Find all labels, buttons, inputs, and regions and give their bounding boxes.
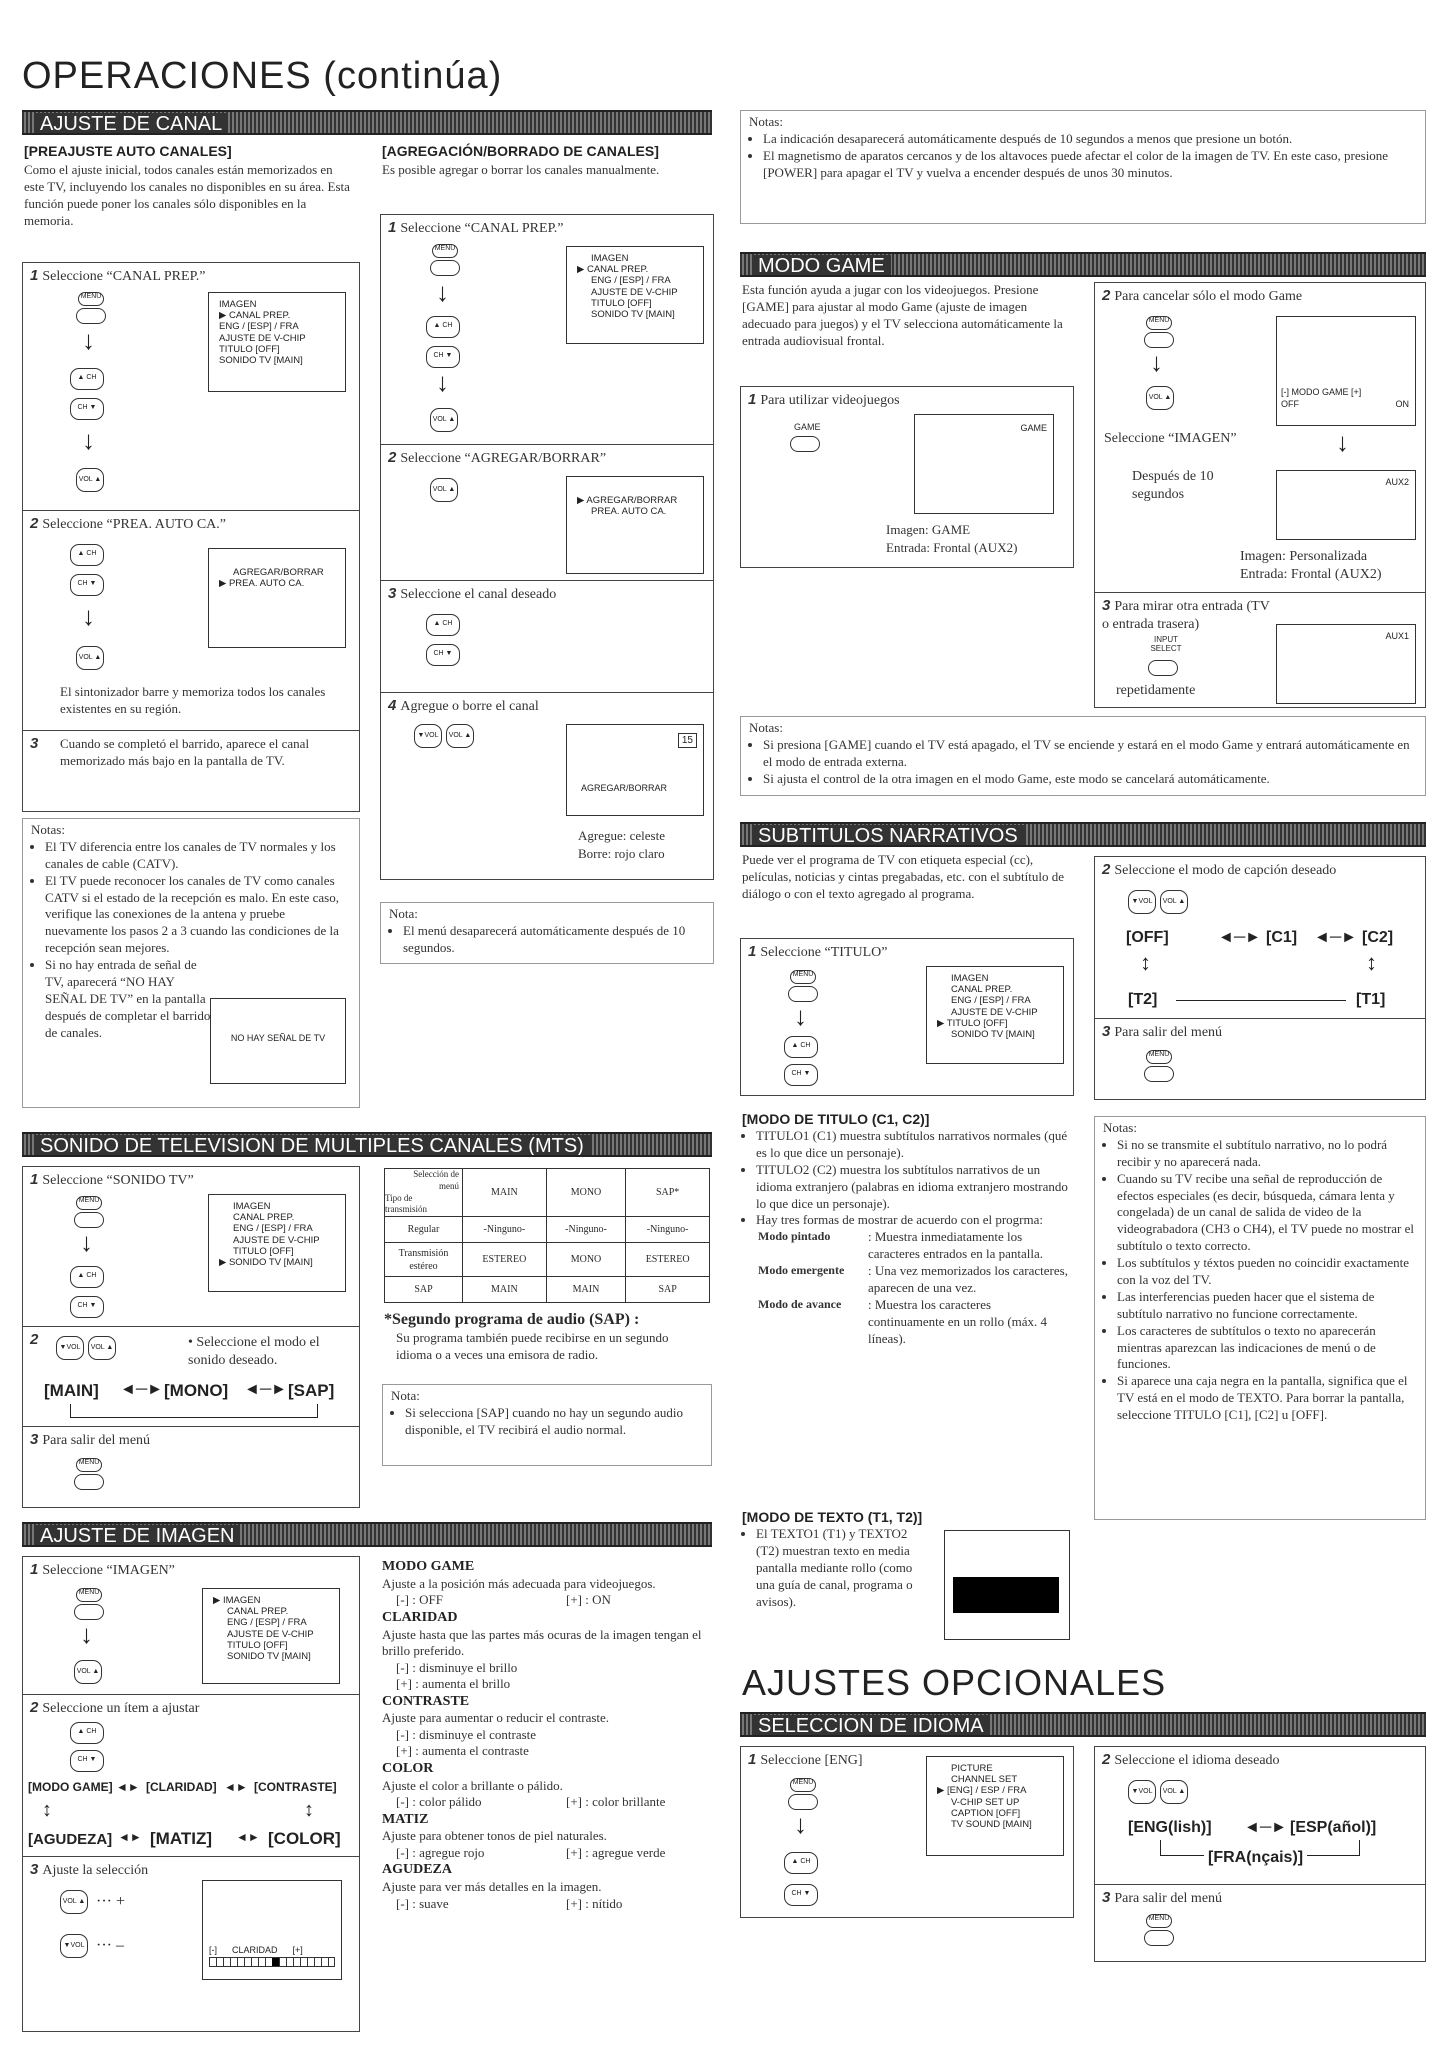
menu-screen: ▶ IMAGEN CANAL PREP. ENG / [ESP] / FRA AJUSTE DE V-CHIP TITULO [OFF] SONIDO TV [MAIN] bbox=[202, 1588, 340, 1684]
caption-arrow: ◄─► bbox=[1314, 929, 1358, 946]
input-select-button[interactable] bbox=[1148, 660, 1178, 676]
vol-up-button[interactable]: VOL ▲ bbox=[76, 646, 104, 670]
vol-up-button[interactable]: VOL ▲ bbox=[74, 1660, 102, 1684]
agregacion-step4: 4 Agregue o borre el canal bbox=[388, 697, 539, 714]
vol-up-button[interactable]: VOL ▲ bbox=[446, 724, 474, 748]
mts-sap: [SAP] bbox=[288, 1381, 335, 1400]
ch-down-button[interactable]: CH ▼ bbox=[784, 1064, 818, 1086]
game-text: Esta función ayuda a jugar con los videojuegos. Presione [GAME] para ajustar al modo Game (ajuste de imagen adecuado para juegos) y el TV selecciona automáticamente la entrada audiovisual frontal. bbox=[742, 282, 1063, 348]
preajuste-text: Como el ajuste inicial, todos canales están memorizados en este TV, incluyendo los canales no disponibles en su área. Esta función puede poner los canales sólo disponibles en la memoria. bbox=[24, 162, 350, 228]
mts-arrow: ◄─► bbox=[120, 1381, 164, 1398]
divider bbox=[380, 580, 714, 581]
updown-arrow-icon: ↕ bbox=[1140, 950, 1151, 975]
vol-up-button[interactable]: VOL ▲ bbox=[1160, 890, 1188, 914]
down-arrow-icon: ↓ bbox=[1150, 348, 1163, 377]
menu-button-round[interactable] bbox=[1144, 1066, 1174, 1082]
menu-button-round[interactable] bbox=[76, 308, 106, 324]
sub-step3: 3 Para salir del menú bbox=[1102, 1023, 1223, 1040]
notas-canal: Notas: • El TV diferencia entre los canales de TV normales y los canales de cable (CATV). • El TV puede reconocer los canales de TV como canales CATV si el estado de la recepción es malo. En este caso, verifique las conexiones de la antena y pruebe nuevamente los pasos 2 a 3 cuando las condiciones de la recepción sean mejores. • Si no hay entrada de señal de TV, aparecerá “NO HAY SEÑAL DE TV” en la pantalla después de completar el barrido de canales. bbox=[22, 818, 360, 1108]
ch-up-button[interactable]: ▲ CH bbox=[426, 614, 460, 636]
divider bbox=[22, 1856, 360, 1857]
vol-down-button[interactable]: ▼VOL bbox=[414, 724, 442, 748]
vol-down-button[interactable]: ▼VOL bbox=[56, 1336, 84, 1360]
preajuste-step2-text: El sintonizador barre y memoriza todos los canales existentes en su región. bbox=[60, 684, 326, 716]
vol-up-button[interactable]: VOL ▲ bbox=[88, 1336, 116, 1360]
imagen-claridad: [CLARIDAD] bbox=[146, 1780, 217, 1794]
section-ajuste-canal: AJUSTE DE CANAL bbox=[22, 110, 712, 135]
caption-arrow: ◄─► bbox=[1218, 929, 1262, 946]
menu-button-round[interactable] bbox=[74, 1212, 104, 1228]
caption-t2: [T2] bbox=[1128, 991, 1158, 1008]
notas-sub: Notas: • Si no se transmite el subtítulo narrativo, no lo podrá recibir y no aparecerá nada. • Cuando su TV recibe una señal de reproducción de efectos especiales (es decir, búsqueda, cámara lenta y congelada) de un canal de salida de video de la videograbadora (CH3 o CH4), el TV puede no mostrar el subtítulo o texto correcto. • Los subtítulos y téxtos pueden no coincidir exactamente con la voz del TV. • Las interferencias pueden hacer que el sistema de subtítulo narrativo no funcione correctamente. • Los caracteres de subtítulos o texto no aparecerán mientras aparezcan las indicaciones de menú o de funciones. • Si aparece una caja negra en la pantalla, significa que el TV está en el modo de TEXTO. Para borrar la pantalla, seleccione TITULO [C1], [C2] u [OFF]. bbox=[1094, 1116, 1426, 1520]
black-box bbox=[953, 1577, 1059, 1613]
imagen-step2: 2 Seleccione un ítem a ajustar bbox=[30, 1699, 200, 1716]
menu-button-round[interactable] bbox=[74, 1474, 104, 1490]
caption-line bbox=[1176, 1000, 1346, 1001]
section-ajuste-imagen: AJUSTE DE IMAGEN bbox=[22, 1522, 712, 1547]
modo-game-screen: [-] MODO GAME [+] OFF ON bbox=[1276, 316, 1416, 426]
imagen-modo-game: [MODO GAME] bbox=[28, 1780, 113, 1794]
ch-up-button[interactable]: ▲ CH bbox=[70, 544, 104, 566]
ch-down-button[interactable]: CH ▼ bbox=[70, 1750, 104, 1772]
agregar-menu-screen: AGREGAR/BORRAR ▶ PREA. AUTO CA. bbox=[208, 548, 346, 648]
down-arrow-icon: ↓ bbox=[80, 1620, 93, 1649]
game-button[interactable] bbox=[790, 436, 820, 452]
ch-down-button[interactable]: CH ▼ bbox=[426, 644, 460, 666]
sap-title: *Segundo programa de audio (SAP) : bbox=[384, 1311, 640, 1328]
imagen-arrow: ◄► bbox=[118, 1830, 142, 1844]
imagen-step3: 3 Ajuste la selección bbox=[30, 1861, 149, 1878]
idioma-fra: [FRA(nçais)] bbox=[1204, 1848, 1307, 1869]
game-step2: 2 Para cancelar sólo el modo Game bbox=[1102, 287, 1303, 304]
agregacion-step1: 1 Seleccione “CANAL PREP.” bbox=[388, 219, 564, 236]
down-arrow-icon: ↓ bbox=[80, 1228, 93, 1257]
menu-button[interactable]: MENU bbox=[432, 244, 458, 258]
vol-up-button[interactable]: VOL ▲ bbox=[430, 478, 458, 502]
mts-mono: [MONO] bbox=[164, 1381, 229, 1400]
imagen-items: MODO GAME Ajuste a la posición más adecuada para videojuegos. [-] : OFF [+] : ON CLARIDAD Ajuste hasta que las partes más ocuras de la imagen tengan el brillo preferido. [-] : disminuye el brillo [+] : aumenta el brillo CONTRASTE Ajuste para aumentar o reducir el contraste. [-] : disminuye el contraste [+] : aumenta el contraste COLOR Ajuste el color a brillante o pálido. [-] : color pálido [+] : color brillante MATIZ Ajuste para obtener tonos de piel naturales. [-] : agregue rojo [+] : agregue verde AGUDEZA Ajuste para ver más detalles en la imagen. [-] : suave [+] : nítido bbox=[382, 1559, 702, 1911]
vol-down-button[interactable]: ▼VOL bbox=[1128, 890, 1156, 914]
menu-button[interactable]: MENU bbox=[790, 1778, 816, 1792]
notas-game: Notas: • Si presiona [GAME] cuando el TV está apagado, el TV se enciende y estará en el modo Game y entrará automáticamente en el modo de entrada externa. • Si ajusta el control de la otra imagen en el modo Game, este modo se cancelará automáticamente. bbox=[740, 716, 1426, 796]
menu-button[interactable]: MENU bbox=[76, 1458, 102, 1472]
sub-step2: 2 Seleccione el modo de capción deseado bbox=[1102, 861, 1337, 878]
menu-button[interactable]: MENU bbox=[1146, 316, 1172, 330]
caption-c1: [C1] bbox=[1266, 929, 1298, 946]
vol-down-button[interactable]: ▼VOL bbox=[60, 1934, 88, 1958]
notas-top: Notas: • La indicación desaparecerá automáticamente después de 10 segundos a menos que presione un botón. • El magnetismo de aparatos cercanos y de los altavoces puede afectar el color de la imagen de TV. En este caso, presione [POWER] para apagar el TV y vuelva a encender después de unos 30 minutos. bbox=[740, 110, 1426, 224]
menu-screen: IMAGEN CANAL PREP. ENG / [ESP] / FRA AJUSTE DE V-CHIP ▶ TITULO [OFF] SONIDO TV [MAIN] bbox=[926, 966, 1064, 1064]
menu-button[interactable]: MENU bbox=[76, 1196, 102, 1210]
agregacion-step2: 2 Seleccione “AGREGAR/BORRAR” bbox=[388, 449, 607, 466]
mts-loop-line bbox=[70, 1404, 318, 1418]
ch-up-button[interactable]: ▲ CH bbox=[784, 1036, 818, 1058]
vol-up-button[interactable]: VOL ▲ bbox=[1146, 386, 1174, 410]
claridad-bar bbox=[209, 1957, 335, 1967]
game-button-label: GAME bbox=[794, 422, 821, 432]
game-repetidamente: repetidamente bbox=[1116, 683, 1196, 698]
menu-button[interactable]: MENU bbox=[1146, 1914, 1172, 1928]
divider bbox=[22, 730, 360, 731]
menu-button-round[interactable] bbox=[1144, 1930, 1174, 1946]
updown-arrow-icon: ↕ bbox=[304, 1799, 314, 1821]
divider bbox=[22, 510, 360, 511]
agregar-menu-screen: ▶ AGREGAR/BORRAR PREA. AUTO CA. bbox=[566, 476, 704, 574]
menu-button-round[interactable] bbox=[430, 260, 460, 276]
game-imagen: Imagen: GAME bbox=[886, 522, 971, 537]
sub-text: Puede ver el programa de TV con etiqueta especial (cc), películas, noticias y cintas pregabadas, etc. con el subtítulo de diálogo o con el texto agregado al programa. bbox=[742, 852, 1065, 901]
down-arrow-icon: ↓ bbox=[794, 1810, 807, 1839]
divider bbox=[22, 1694, 360, 1695]
claridad-screen: [-] CLARIDAD [+] bbox=[202, 1880, 342, 1980]
minus-label: ··· – bbox=[96, 1937, 124, 1954]
divider bbox=[1094, 1018, 1426, 1019]
ch-down-button[interactable]: CH ▼ bbox=[426, 346, 460, 368]
preajuste-step3-text: Cuando se completó el barrido, aparece el canal memorizado más bajo en la pantalla de TV. bbox=[60, 736, 310, 768]
vol-up-button[interactable]: VOL ▲ bbox=[60, 1890, 88, 1914]
down-arrow-icon: ↓ bbox=[436, 368, 449, 397]
mts-step2-text: • Seleccione el modo el sonido deseado. bbox=[188, 1335, 320, 1369]
aux1-screen: AUX1 bbox=[1276, 624, 1416, 704]
menu-button[interactable]: MENU bbox=[78, 292, 104, 306]
ch-up-button[interactable]: ▲ CH bbox=[70, 368, 104, 390]
ch-down-button[interactable]: CH ▼ bbox=[70, 398, 104, 420]
imagen-color: [COLOR] bbox=[268, 1829, 341, 1848]
menu-button-round[interactable] bbox=[74, 1604, 104, 1620]
game-screen: GAME bbox=[914, 414, 1054, 514]
vol-up-button[interactable]: VOL ▲ bbox=[1160, 1780, 1188, 1804]
section-modo-game: MODO GAME bbox=[740, 252, 1426, 277]
vol-up-button[interactable]: VOL ▲ bbox=[430, 408, 458, 432]
agregacion-step3: 3 Seleccione el canal deseado bbox=[388, 585, 557, 602]
game-entrada: Entrada: Frontal (AUX2) bbox=[886, 540, 1018, 555]
ch-down-button[interactable]: CH ▼ bbox=[70, 1296, 104, 1318]
idioma-esp: [ESP(añol)] bbox=[1290, 1819, 1377, 1836]
idioma-eng: [ENG(lish)] bbox=[1128, 1819, 1212, 1836]
menu-button-round[interactable] bbox=[1144, 332, 1174, 348]
section-subtitulos: SUBTITULOS NARRATIVOS bbox=[740, 822, 1426, 847]
plus-label: ··· + bbox=[96, 1893, 126, 1910]
aux2-screen: AUX2 bbox=[1276, 470, 1416, 540]
caption-off: [OFF] bbox=[1126, 929, 1169, 946]
game-sel-imagen: Seleccione “IMAGEN” bbox=[1104, 431, 1237, 446]
divider bbox=[22, 1326, 360, 1327]
section-mts: SONIDO DE TELEVISION DE MULTIPLES CANALES (MTS) bbox=[22, 1132, 712, 1157]
divider bbox=[1094, 1884, 1426, 1885]
game-despues: Después de 10 segundos bbox=[1132, 469, 1214, 503]
modo-titulo-list: • TITULO1 (C1) muestra subtítulos narrativos normales (qué es lo que dice un personaje). • TITULO2 (C2) muestra los subtítulos narrativos de un idioma extranjero (palabras en idioma extranjero mostrando lo que dice un personaje). • Hay tres formas de mostrar de acuerdo con el progrma: Modo pintado : Muestra inmediatamente los caracteres entrados en la pantalla. Modo emergente : Una vez memorizados los caracteres, aparecen de una vez. Modo de avance : Muestra los caracteres continuamente en un rollo (máx. 4 líneas). bbox=[742, 1128, 1072, 1348]
agregacion-heading: [AGREGACIÓN/BORRADO DE CANALES] bbox=[382, 143, 659, 159]
ch-up-button[interactable]: ▲ CH bbox=[70, 1266, 104, 1288]
ch-up-button[interactable]: ▲ CH bbox=[426, 316, 460, 338]
menu-screen: IMAGEN CANAL PREP. ENG / [ESP] / FRA AJUSTE DE V-CHIP TITULO [OFF] ▶ SONIDO TV [MAIN] bbox=[208, 1194, 346, 1292]
ch-up-button[interactable]: ▲ CH bbox=[70, 1722, 104, 1744]
page-title: OPERACIONES (continúa) bbox=[22, 55, 503, 97]
preajuste-step1: 1 Seleccione “CANAL PREP.” bbox=[30, 267, 206, 284]
modo-titulo-heading: [MODO DE TITULO (C1, C2)] bbox=[742, 1111, 930, 1127]
down-arrow-icon: ↓ bbox=[82, 426, 95, 455]
down-arrow-icon: ↓ bbox=[794, 1002, 807, 1031]
preajuste-heading: [PREAJUSTE AUTO CANALES] bbox=[24, 143, 232, 159]
preajuste-step2: 2 Seleccione “PREA. AUTO CA.” bbox=[30, 515, 226, 532]
game-step3: 3 Para mirar otra entrada (TV o entrada trasera) bbox=[1102, 597, 1270, 633]
idioma-step2: 2 Seleccione el idioma deseado bbox=[1102, 1751, 1280, 1768]
down-arrow-icon: ↓ bbox=[82, 326, 95, 355]
texto-screen bbox=[944, 1530, 1070, 1640]
down-arrow-icon: ↓ bbox=[82, 602, 95, 631]
section-idioma: SELECCION DE IDIOMA bbox=[740, 1712, 1426, 1737]
idioma-step1: 1 Seleccione [ENG] bbox=[748, 1751, 863, 1768]
mts-main: [MAIN] bbox=[44, 1381, 99, 1400]
ch-up-button[interactable]: ▲ CH bbox=[784, 1852, 818, 1874]
mts-step2: 2 bbox=[30, 1331, 39, 1348]
ch-down-button[interactable]: CH ▼ bbox=[70, 574, 104, 596]
down-arrow-icon: ↓ bbox=[1336, 428, 1349, 457]
menu-button[interactable]: MENU bbox=[76, 1588, 102, 1602]
imagen-matiz: [MATIZ] bbox=[150, 1829, 212, 1848]
preajuste-step3: 3 bbox=[30, 735, 39, 752]
imagen-step1: 1 Seleccione “IMAGEN” bbox=[30, 1561, 175, 1578]
divider bbox=[380, 444, 714, 445]
vol-up-button[interactable]: VOL ▲ bbox=[76, 468, 104, 492]
caption-c2: [C2] bbox=[1362, 929, 1394, 946]
menu-screen: IMAGEN ▶ CANAL PREP. ENG / [ESP] / FRA AJUSTE DE V-CHIP TITULO [OFF] SONIDO TV [MAIN] bbox=[208, 292, 346, 392]
imagen-arrow: ◄► bbox=[116, 1780, 140, 1794]
nota-mts: Nota: • Si selecciona [SAP] cuando no hay un segundo audio disponible, el TV recibirá el audio normal. bbox=[382, 1384, 712, 1466]
sap-text: Su programa también puede recibirse en un segundo idioma o a veces una emisora de radio. bbox=[396, 1330, 669, 1362]
divider bbox=[380, 692, 714, 693]
imagen-arrow: ◄► bbox=[224, 1780, 248, 1794]
nota-agregar: Nota: • El menú desaparecerá automáticamente después de 10 segundos. bbox=[380, 902, 714, 964]
agregar-screen: 15 AGREGAR/BORRAR bbox=[566, 724, 704, 816]
modo-texto-heading: [MODO DE TEXTO (T1, T2)] bbox=[742, 1509, 923, 1525]
updown-arrow-icon: ↕ bbox=[1366, 950, 1377, 975]
imagen-contraste: [CONTRASTE] bbox=[254, 1780, 337, 1794]
mts-table: Selección de menú Tipo de transmisión MAIN MONO SAP* Regular -Ninguno- -Ninguno- -Ninguno- Transmisión estéreo ESTEREO MONO ESTEREO SAP MAIN MAIN SAP bbox=[384, 1168, 710, 1303]
mts-step3: 3 Para salir del menú bbox=[30, 1431, 151, 1448]
sub-step1: 1 Seleccione “TITULO” bbox=[748, 943, 888, 960]
updown-arrow-icon: ↕ bbox=[42, 1799, 52, 1821]
claridad-marker bbox=[272, 1958, 279, 1966]
menu-screen: IMAGEN ▶ CANAL PREP. ENG / [ESP] / FRA AJUSTE DE V-CHIP TITULO [OFF] SONIDO TV [MAIN] bbox=[566, 246, 704, 344]
title-opcionales: AJUSTES OPCIONALES bbox=[742, 1662, 1167, 1703]
mts-arrow: ◄─► bbox=[244, 1381, 288, 1398]
mts-step1: 1 Seleccione “SONIDO TV” bbox=[30, 1171, 194, 1188]
down-arrow-icon: ↓ bbox=[436, 278, 449, 307]
divider bbox=[22, 1426, 360, 1427]
ch-down-button[interactable]: CH ▼ bbox=[784, 1884, 818, 1906]
agregue-label: Agregue: celeste bbox=[578, 828, 665, 843]
menu-button[interactable]: MENU bbox=[1146, 1050, 1172, 1064]
idioma-step3: 3 Para salir del menú bbox=[1102, 1889, 1223, 1906]
caption-t1: [T1] bbox=[1356, 991, 1386, 1008]
menu-button[interactable]: MENU bbox=[790, 970, 816, 984]
divider bbox=[1094, 592, 1426, 593]
modo-texto-item: • El TEXTO1 (T1) y TEXTO2 (T2) muestran texto en media pantalla mediante rollo (como una guía de canal, programa o avisos). bbox=[742, 1526, 932, 1610]
agregacion-text: Es posible agregar o borrar los canales manualmente. bbox=[382, 162, 660, 177]
imagen-agudeza: [AGUDEZA] bbox=[28, 1831, 113, 1848]
idioma-menu-screen: PICTURE CHANNEL SET ▶ [ENG] / ESP / FRA V-CHIP SET UP CAPTION [OFF] TV SOUND [MAIN] bbox=[926, 1756, 1064, 1856]
menu-button-round[interactable] bbox=[788, 986, 818, 1002]
menu-button-round[interactable] bbox=[788, 1794, 818, 1810]
vol-down-button[interactable]: ▼VOL bbox=[1128, 1780, 1156, 1804]
no-signal-screen: NO HAY SEÑAL DE TV bbox=[210, 998, 346, 1084]
game-entrada2: Entrada: Frontal (AUX2) bbox=[1240, 567, 1382, 582]
game-imagen2: Imagen: Personalizada bbox=[1240, 549, 1368, 564]
imagen-arrow: ◄► bbox=[236, 1830, 260, 1844]
input-select-label: INPUT SELECT bbox=[1150, 635, 1182, 653]
idioma-arrow: ◄─► bbox=[1244, 1819, 1288, 1836]
game-step1: 1 Para utilizar videojuegos bbox=[748, 391, 900, 408]
borre-label: Borre: rojo claro bbox=[578, 846, 665, 861]
